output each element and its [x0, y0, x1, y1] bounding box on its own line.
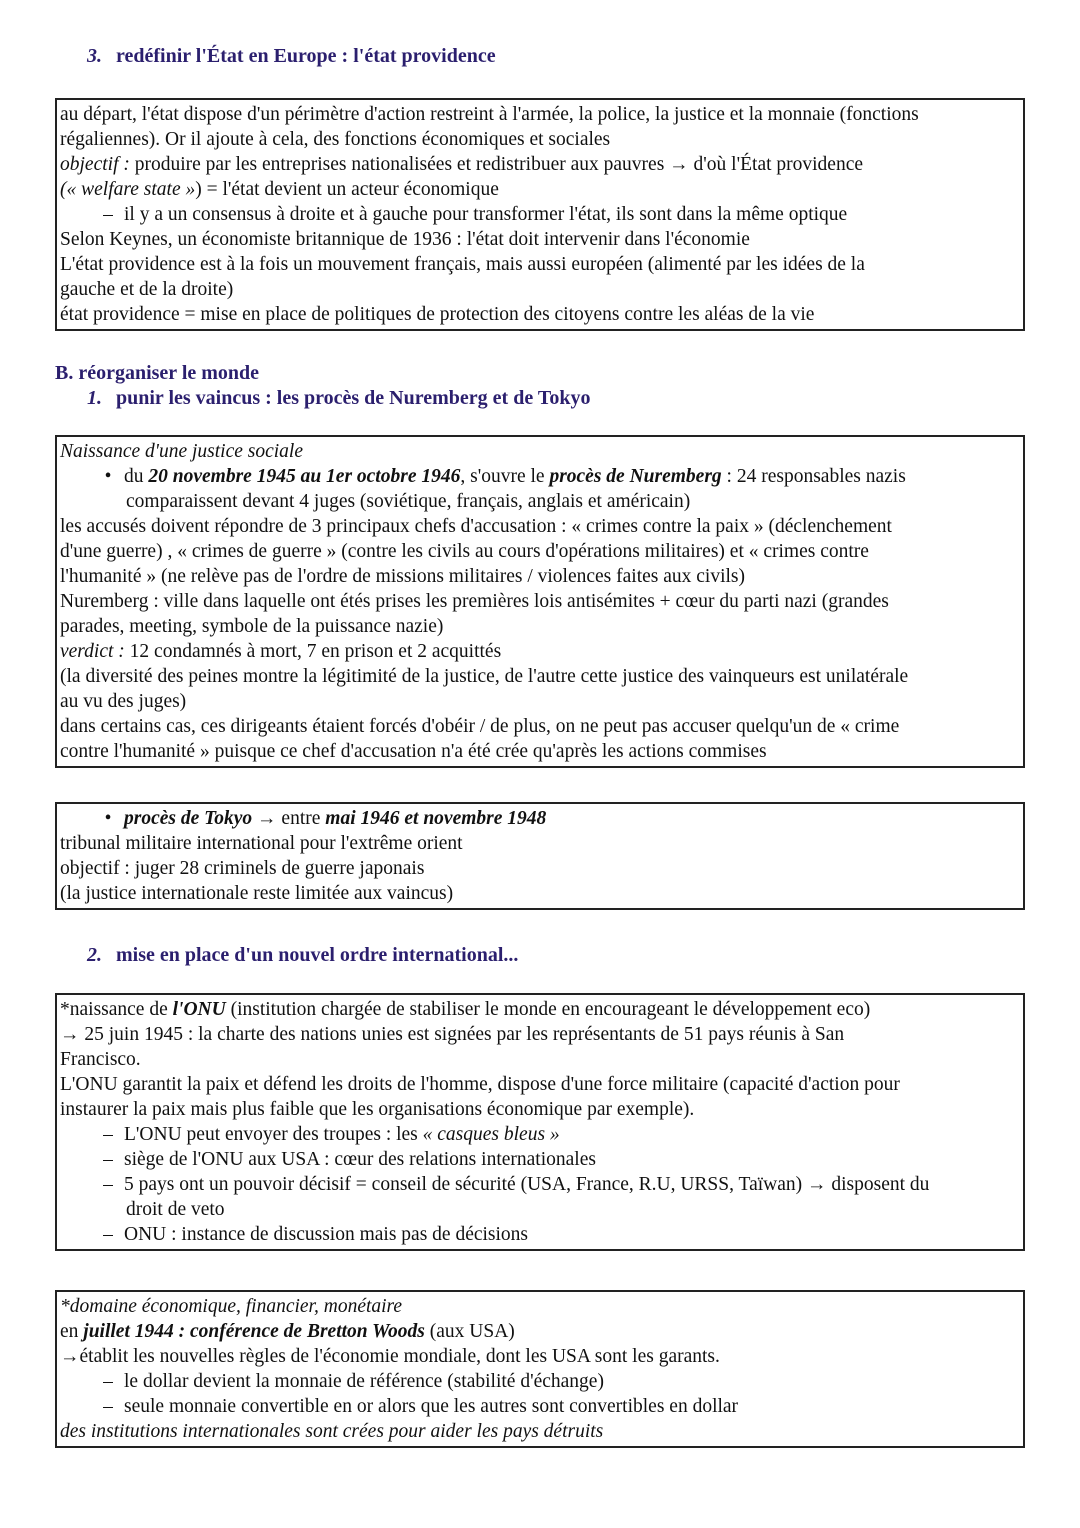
text-span: seule monnaie convertible en or alors que les autres sont convertibles en dollar [124, 1396, 739, 1417]
text-line [60, 1319, 1023, 1344]
text-line: L'ONU garantit la paix et défend les droits de l'homme, dispose d'une force militaire (capacité d'action pour [60, 1074, 900, 1095]
text-line: régaliennes). Or il ajoute à cela, des fonctions économiques et sociales [60, 129, 611, 150]
label-proces-tokyo: procès de Tokyo [124, 808, 253, 829]
text-line: Francisco. [60, 1049, 141, 1070]
text-line: gauche et de la droite) [60, 279, 234, 300]
dot-bullet: • [104, 466, 112, 487]
text-line: droit de veto [126, 1199, 225, 1220]
text-line: L'état providence est à la fois un mouvement français, mais aussi européen (alimenté par les idées de la [60, 254, 865, 275]
box-bretton-woods [55, 1290, 1025, 1448]
text-line: contre l'humanité » puisque ce chef d'accusation n'a été crée qu'après les actions commises [60, 741, 767, 762]
section-b2-heading [87, 943, 518, 968]
text-span: L'ONU peut envoyer des troupes : les [124, 1124, 423, 1145]
text-line: Naissance d'une justice sociale [60, 441, 303, 462]
text-span: : 24 responsables nazis [721, 466, 906, 487]
text-line [60, 997, 1023, 1022]
section-a3-heading [87, 44, 496, 69]
box-proces-nuremberg [55, 435, 1025, 768]
text-span: , s'ouvre le [460, 466, 550, 487]
text-span: → entre [252, 808, 326, 829]
text-span: le dollar devient la monnaie de référence (stabilité d'échange) [124, 1371, 604, 1392]
dash-bullet: – [103, 204, 113, 225]
text-span: ONU : instance de discussion mais pas de décisions [124, 1224, 529, 1245]
text-line [60, 806, 1023, 831]
text-line [60, 1222, 1023, 1247]
text-span: il y a un consensus à droite et à gauche pour transformer l'état, ils sont dans la même optique [124, 204, 848, 225]
label-bretton-woods: juillet 1944 : conférence de Bretton Woods [83, 1321, 425, 1342]
text-line: tribunal militaire international pour l'extrême orient [60, 833, 463, 854]
text-line: instaurer la paix mais plus faible que les organisations économique par exemple). [60, 1099, 695, 1120]
text-line: au vu des juges) [60, 691, 187, 712]
label-onu: l'ONU [172, 999, 226, 1020]
text-line: Selon Keynes, un économiste britannique de 1936 : l'état doit intervenir dans l'économie [60, 229, 750, 250]
text-line [60, 1147, 1023, 1172]
text-line [60, 1394, 1023, 1419]
label-welfare-state: welfare state [81, 179, 181, 200]
text-span: *naissance de [60, 999, 173, 1020]
dash-bullet: – [103, 1371, 113, 1392]
dash-bullet: – [103, 1224, 113, 1245]
section-number: 2. [87, 944, 102, 966]
text-line: dans certains cas, ces dirigeants étaient forcés d'obéir / de plus, on ne peut pas accuser quelqu'un de « crime [60, 716, 900, 737]
label-verdict: verdict : [60, 641, 125, 662]
section-number: 1. [87, 387, 102, 409]
section-number: 3. [87, 45, 102, 67]
text-span: siège de l'ONU aux USA : cœur des relations internationales [124, 1149, 596, 1170]
text-line: état providence = mise en place de politiques de protection des citoyens contre les aléas de la vie [60, 304, 815, 325]
dash-bullet: – [103, 1149, 113, 1170]
text-line: l'humanité » (ne relève pas de l'ordre de missions militaires / violences faites aux civils) [60, 566, 745, 587]
text-span: en [60, 1321, 84, 1342]
text-span: (« [60, 179, 82, 200]
text-line [60, 639, 1023, 664]
text-line [60, 1172, 1023, 1197]
section-b-heading: B. réorganiser le monde [55, 362, 260, 384]
text-line: comparaissent devant 4 juges (soviétique, français, anglais et américain) [126, 491, 691, 512]
text-span: (institution chargée de stabiliser le monde en encourageant le développement eco) [225, 999, 871, 1020]
text-line: → 25 juin 1945 : la charte des nations unies est signées par les représentants de 51 pays réunis à San [60, 1024, 845, 1045]
text-span: 5 pays ont un pouvoir décisif = conseil de sécurité (USA, France, R.U, URSS, Taïwan) → disposent du [124, 1174, 930, 1195]
box-etat-providence [55, 98, 1025, 331]
date-tokyo: mai 1946 et novembre 1948 [325, 808, 547, 829]
text-line: *domaine économique, financier, monétaire [60, 1296, 403, 1317]
text-span: produire par les entreprises nationalisées et redistribuer aux pauvres → d'où l'État providence [129, 154, 864, 175]
text-span: » [180, 179, 196, 200]
text-span: du [124, 466, 149, 487]
text-line [60, 202, 1023, 227]
text-line: objectif : juger 28 criminels de guerre japonais [60, 858, 425, 879]
text-line [60, 177, 1023, 202]
text-span: 12 condamnés à mort, 7 en prison et 2 acquittés [124, 641, 502, 662]
section-title: redéfinir l'État en Europe : l'état providence [116, 45, 496, 67]
text-line: les accusés doivent répondre de 3 principaux chefs d'accusation : « crimes contre la paix » (déclenchement [60, 516, 892, 537]
text-line: parades, meeting, symbole de la puissance nazie) [60, 616, 444, 637]
section-title: punir les vaincus : les procès de Nuremberg et de Tokyo [116, 387, 591, 409]
dash-bullet: – [103, 1396, 113, 1417]
text-line [60, 152, 1023, 177]
dash-bullet: – [103, 1124, 113, 1145]
text-line [60, 464, 1023, 489]
box-onu [55, 993, 1025, 1251]
text-span: ) = l'état devient un acteur économique [195, 179, 499, 200]
text-line: des institutions internationales sont crées pour aider les pays détruits [60, 1421, 604, 1442]
text-line: Nuremberg : ville dans laquelle ont étés prises les premières lois antisémites + cœur du parti nazi (grandes [60, 591, 889, 612]
label-casques-bleus: « casques bleus » [422, 1124, 560, 1145]
text-line: (la diversité des peines montre la légitimité de la justice, de l'autre cette justice des vainqueurs est unilatérale [60, 666, 909, 687]
dash-bullet: – [103, 1174, 113, 1195]
section-title: mise en place d'un nouvel ordre international... [116, 944, 519, 966]
text-line: (la justice internationale reste limitée aux vaincus) [60, 883, 454, 904]
label-proces-nuremberg: procès de Nuremberg [549, 466, 722, 487]
box-proces-tokyo [55, 802, 1025, 910]
label-objectif: objectif : [60, 154, 130, 175]
text-line: au départ, l'état dispose d'un périmètre d'action restreint à l'armée, la police, la justice et la monnaie (fonctions [60, 104, 919, 125]
text-span: (aux USA) [424, 1321, 515, 1342]
text-line [60, 1122, 1023, 1147]
date-nuremberg: 20 novembre 1945 au 1er octobre 1946 [148, 466, 461, 487]
text-line [60, 1369, 1023, 1394]
dot-bullet: • [104, 808, 112, 829]
text-line: →établit les nouvelles règles de l'économie mondiale, dont les USA sont les garants. [60, 1346, 720, 1367]
text-line: d'une guerre) , « crimes de guerre » (contre les civils au cours d'opérations militaires) et « crimes contre [60, 541, 869, 562]
section-b1-heading [87, 386, 590, 411]
